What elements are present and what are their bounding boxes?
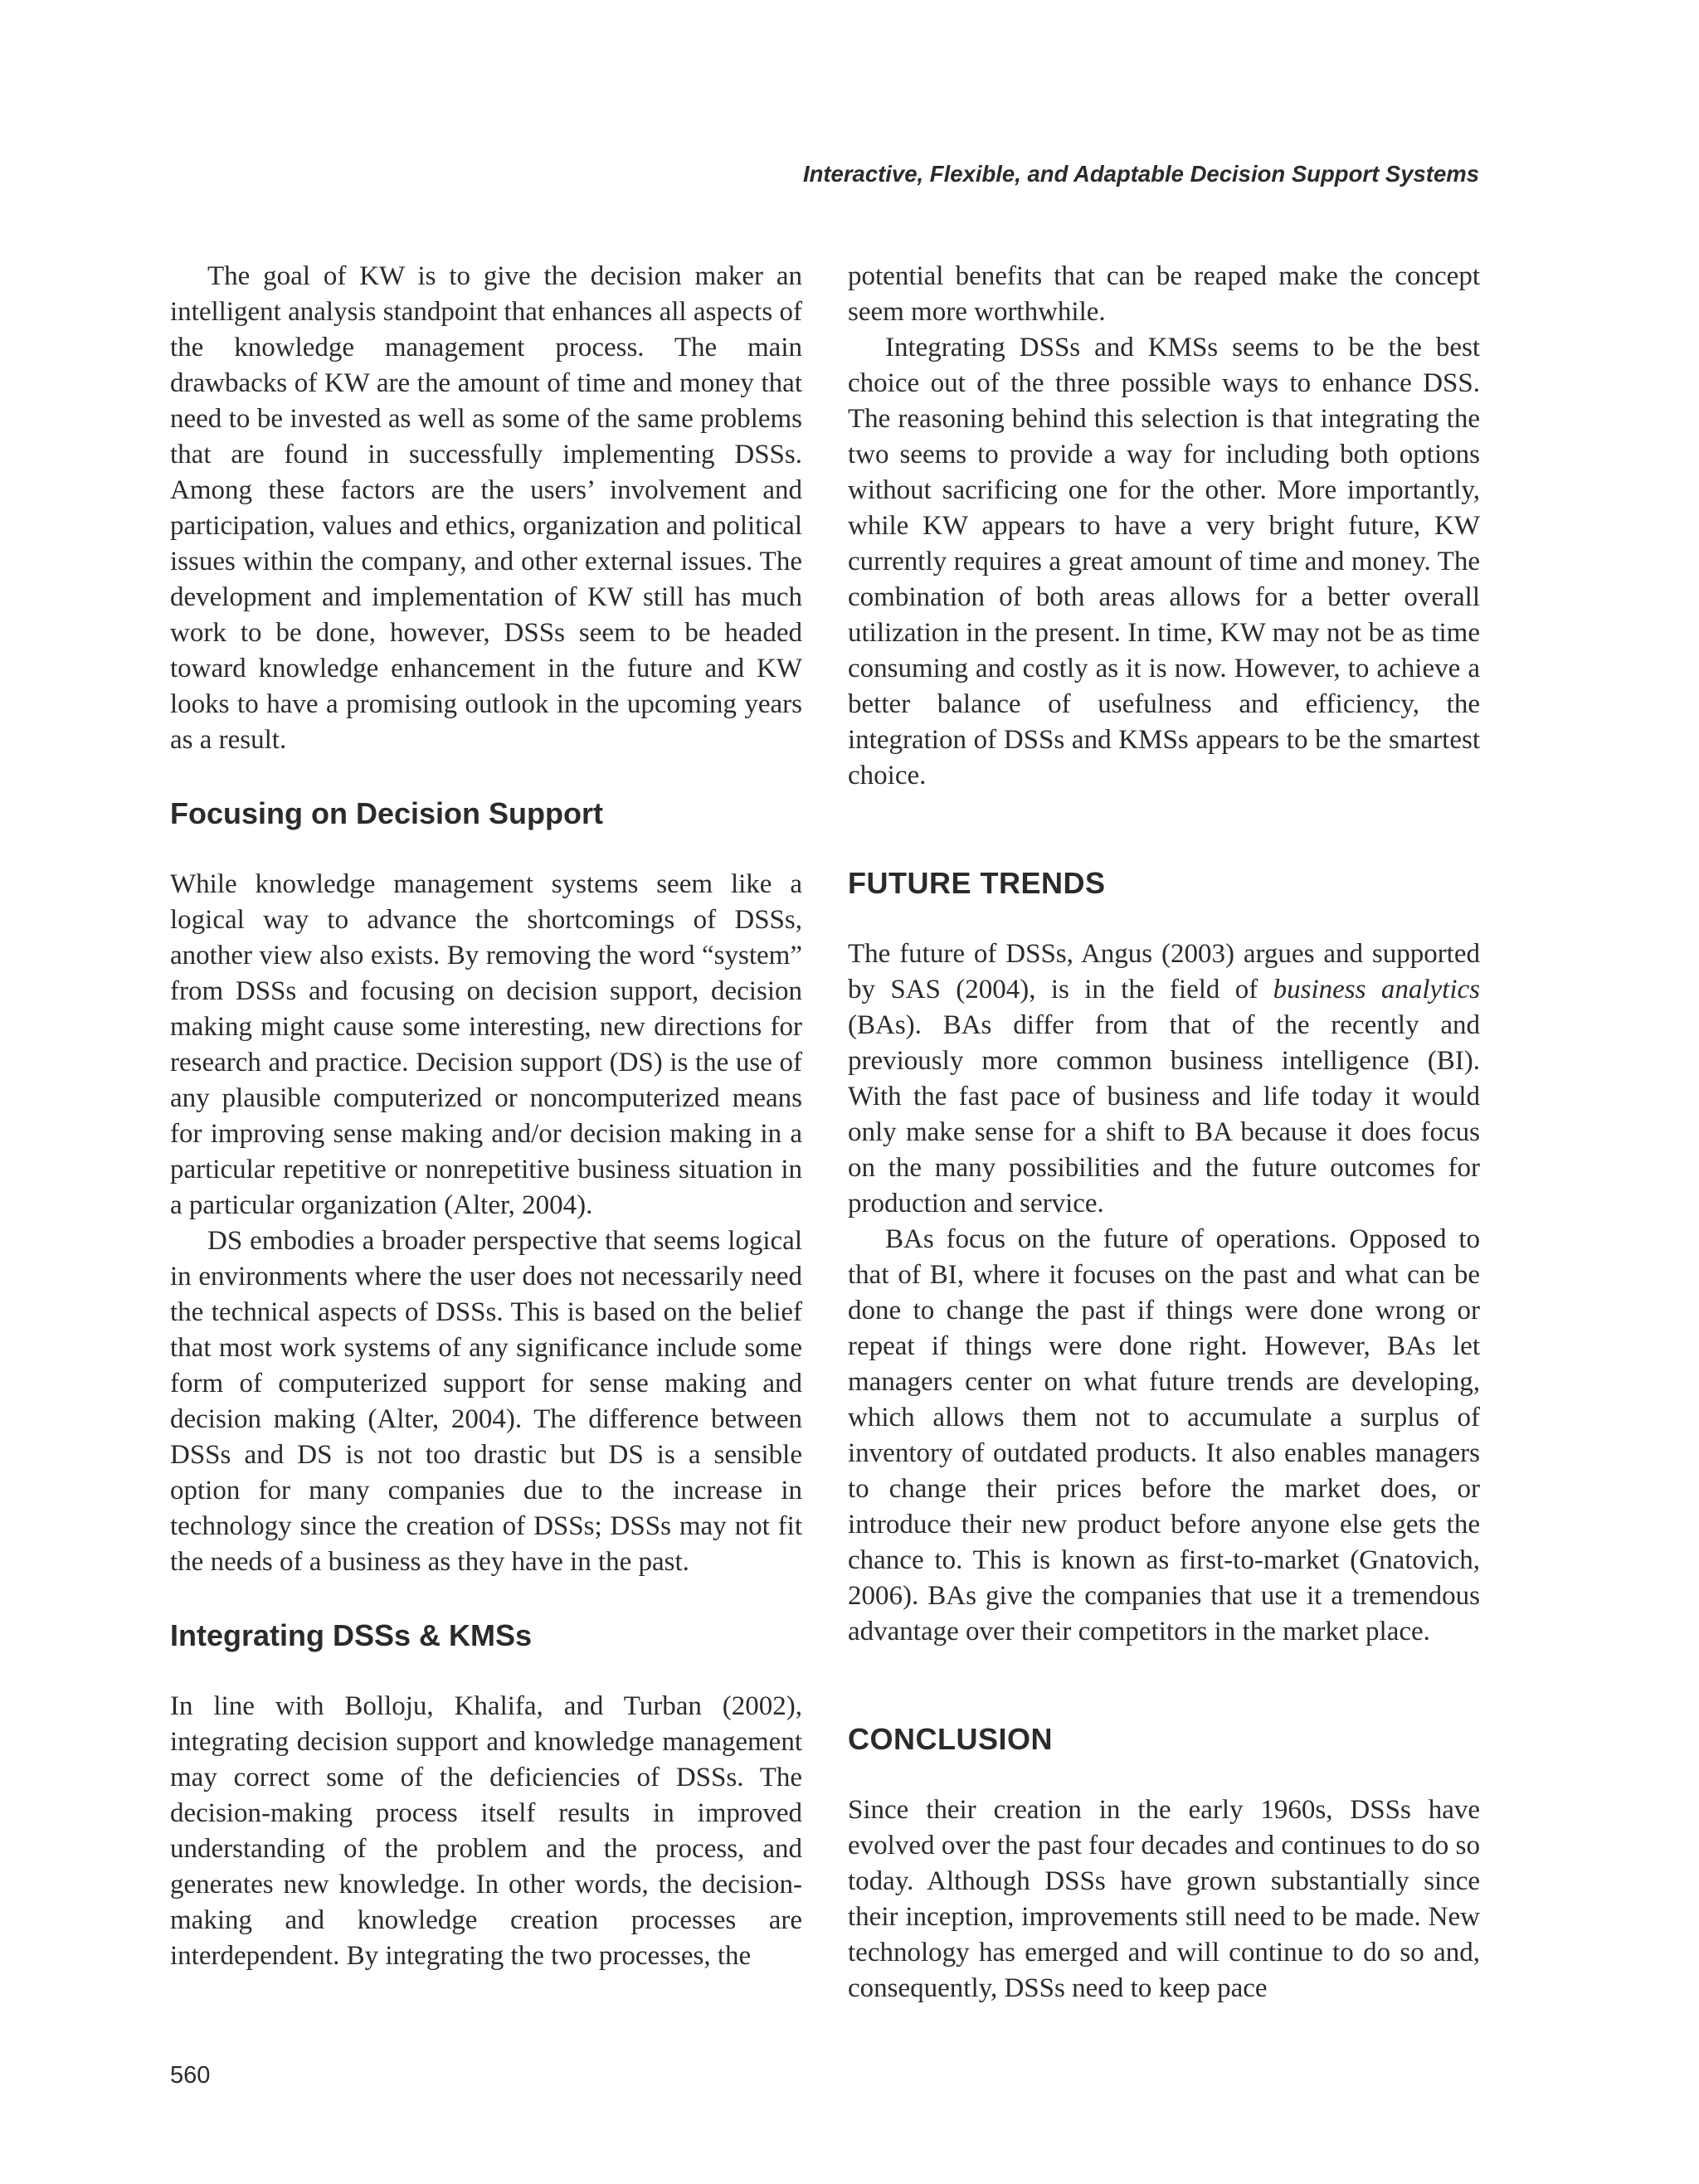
running-head: Interactive, Flexible, and Adaptable Decision Support Systems: [802, 161, 1479, 187]
business-analytics-term: business analytics: [1273, 975, 1480, 1004]
future-trends-heading: FUTURE TRENDS: [848, 866, 1106, 900]
integrating-paragraph-2: Integrating DSSs and KMSs seems to be the best choice out of the three possible ways to enhance DSS. The reasoning behind this selection is that integrating the two seems to provide a way for including both options without sacrificing one for the other. More importantly, while KW appears to have a very bright future, KW currently requires a great amount of time and money. The combination of both areas allows for a better overall utilization in the present. In time, KW may not be as time consuming and costly as it is now. However, to achieve a better balance of usefulness and efficiency, the integration of DSSs and KMSs appears to be the smartest choice.: [848, 333, 1480, 790]
continued-paragraph: potential benefits that can be reaped make the concept seem more worthwhile.: [848, 261, 1480, 327]
conclusion-paragraph-1: Since their creation in the early 1960s, DSSs have evolved over the past four decades and continues to do so today. Although DSSs have grown substantially since their inception, improvements still need to be made. New technology has emerged and will continue to do so and, consequently, DSSs need to keep pace: [848, 1795, 1480, 2003]
integrating-paragraph-1: In line with Bolloju, Khalifa, and Turban (2002), integrating decision support and knowledge management may correct some of the deficiencies of DSSs. The decision-making process itself results in improved understanding of the problem and the process, and generates new knowledge. In other words, the decision-making and knowledge creation processes are interdependent. By integrating the two processes, the: [170, 1691, 802, 1971]
kw-paragraph: The goal of KW is to give the decision maker an intelligent analysis standpoint that enhances all aspects of the knowledge management process. The main drawbacks of KW are the amount of time and money that need to be invested as well as some of the same problems that are found in successfully implementing DSSs. Among these factors are the users’ involvement and participation, values and ethics, organization and political issues within the company, and other external issues. The development and implementation of KW still has much work to be done, however, DSSs seem to be headed toward knowledge enhancement in the future and KW looks to have a promising outlook in the upcoming years as a result.: [170, 261, 802, 755]
future-paragraph-1: [848, 936, 1480, 1222]
integrating-heading: Integrating DSSs & KMSs: [170, 1618, 533, 1652]
conclusion-heading: CONCLUSION: [848, 1722, 1053, 1756]
focusing-paragraph-2: DS embodies a broader perspective that seems logical in environments where the user does not necessarily need the technical aspects of DSSs. This is based on the belief that most work systems of any significance include some form of computerized support for sense making and decision making (Alter, 2004). The difference between DSSs and DS is not too drastic but DS is a sensible option for many companies due to the increase in technology since the creation of DSSs; DSSs may not fit the needs of a business as they have in the past.: [170, 1226, 802, 1577]
focusing-paragraph-1: While knowledge management systems seem like a logical way to advance the shortcomings of DSSs, another view also exists. By removing the word “system” from DSSs and focusing on decision support, decision making might cause some interesting, new directions for research and practice. Decision support (DS) is the use of any plausible computerized or noncomputerized means for improving sense making and/or decision making in a particular repetitive or nonrepetitive business situation in a particular organization (Alter, 2004).: [170, 869, 802, 1220]
right-column: [848, 259, 1480, 2006]
future-paragraph-2: BAs focus on the future of operations. Opposed to that of BI, where it focuses on the past and what can be done to change the past if things were done wrong or repeat if things were done right. However, BAs let managers center on what future trends are developing, which allows them not to accumulate a surplus of inventory of outdated products. It also enables managers to change their prices before the market does, or introduce their new product before anyone else gets the chance to. This is known as first-to-market (Gnatovich, 2006). BAs give the companies that use it a tremendous advantage over their competitors in the market place.: [848, 1224, 1480, 1647]
left-column: [170, 259, 802, 1974]
page-number: 560: [170, 2062, 211, 2089]
future-p1-text-a: The future of DSSs, Angus (2003) argues and supported by SAS (2004), is in the field of: [848, 939, 1480, 1004]
focusing-heading: Focusing on Decision Support: [170, 796, 603, 830]
future-p1-text-b: (BAs). BAs differ from that of the recently and previously more common business intelligence (BI). With the fast pace of business and life today it would only make sense for a shift to BA because it does focus on the many possibilities and the future outcomes for production and service.: [848, 1010, 1480, 1218]
